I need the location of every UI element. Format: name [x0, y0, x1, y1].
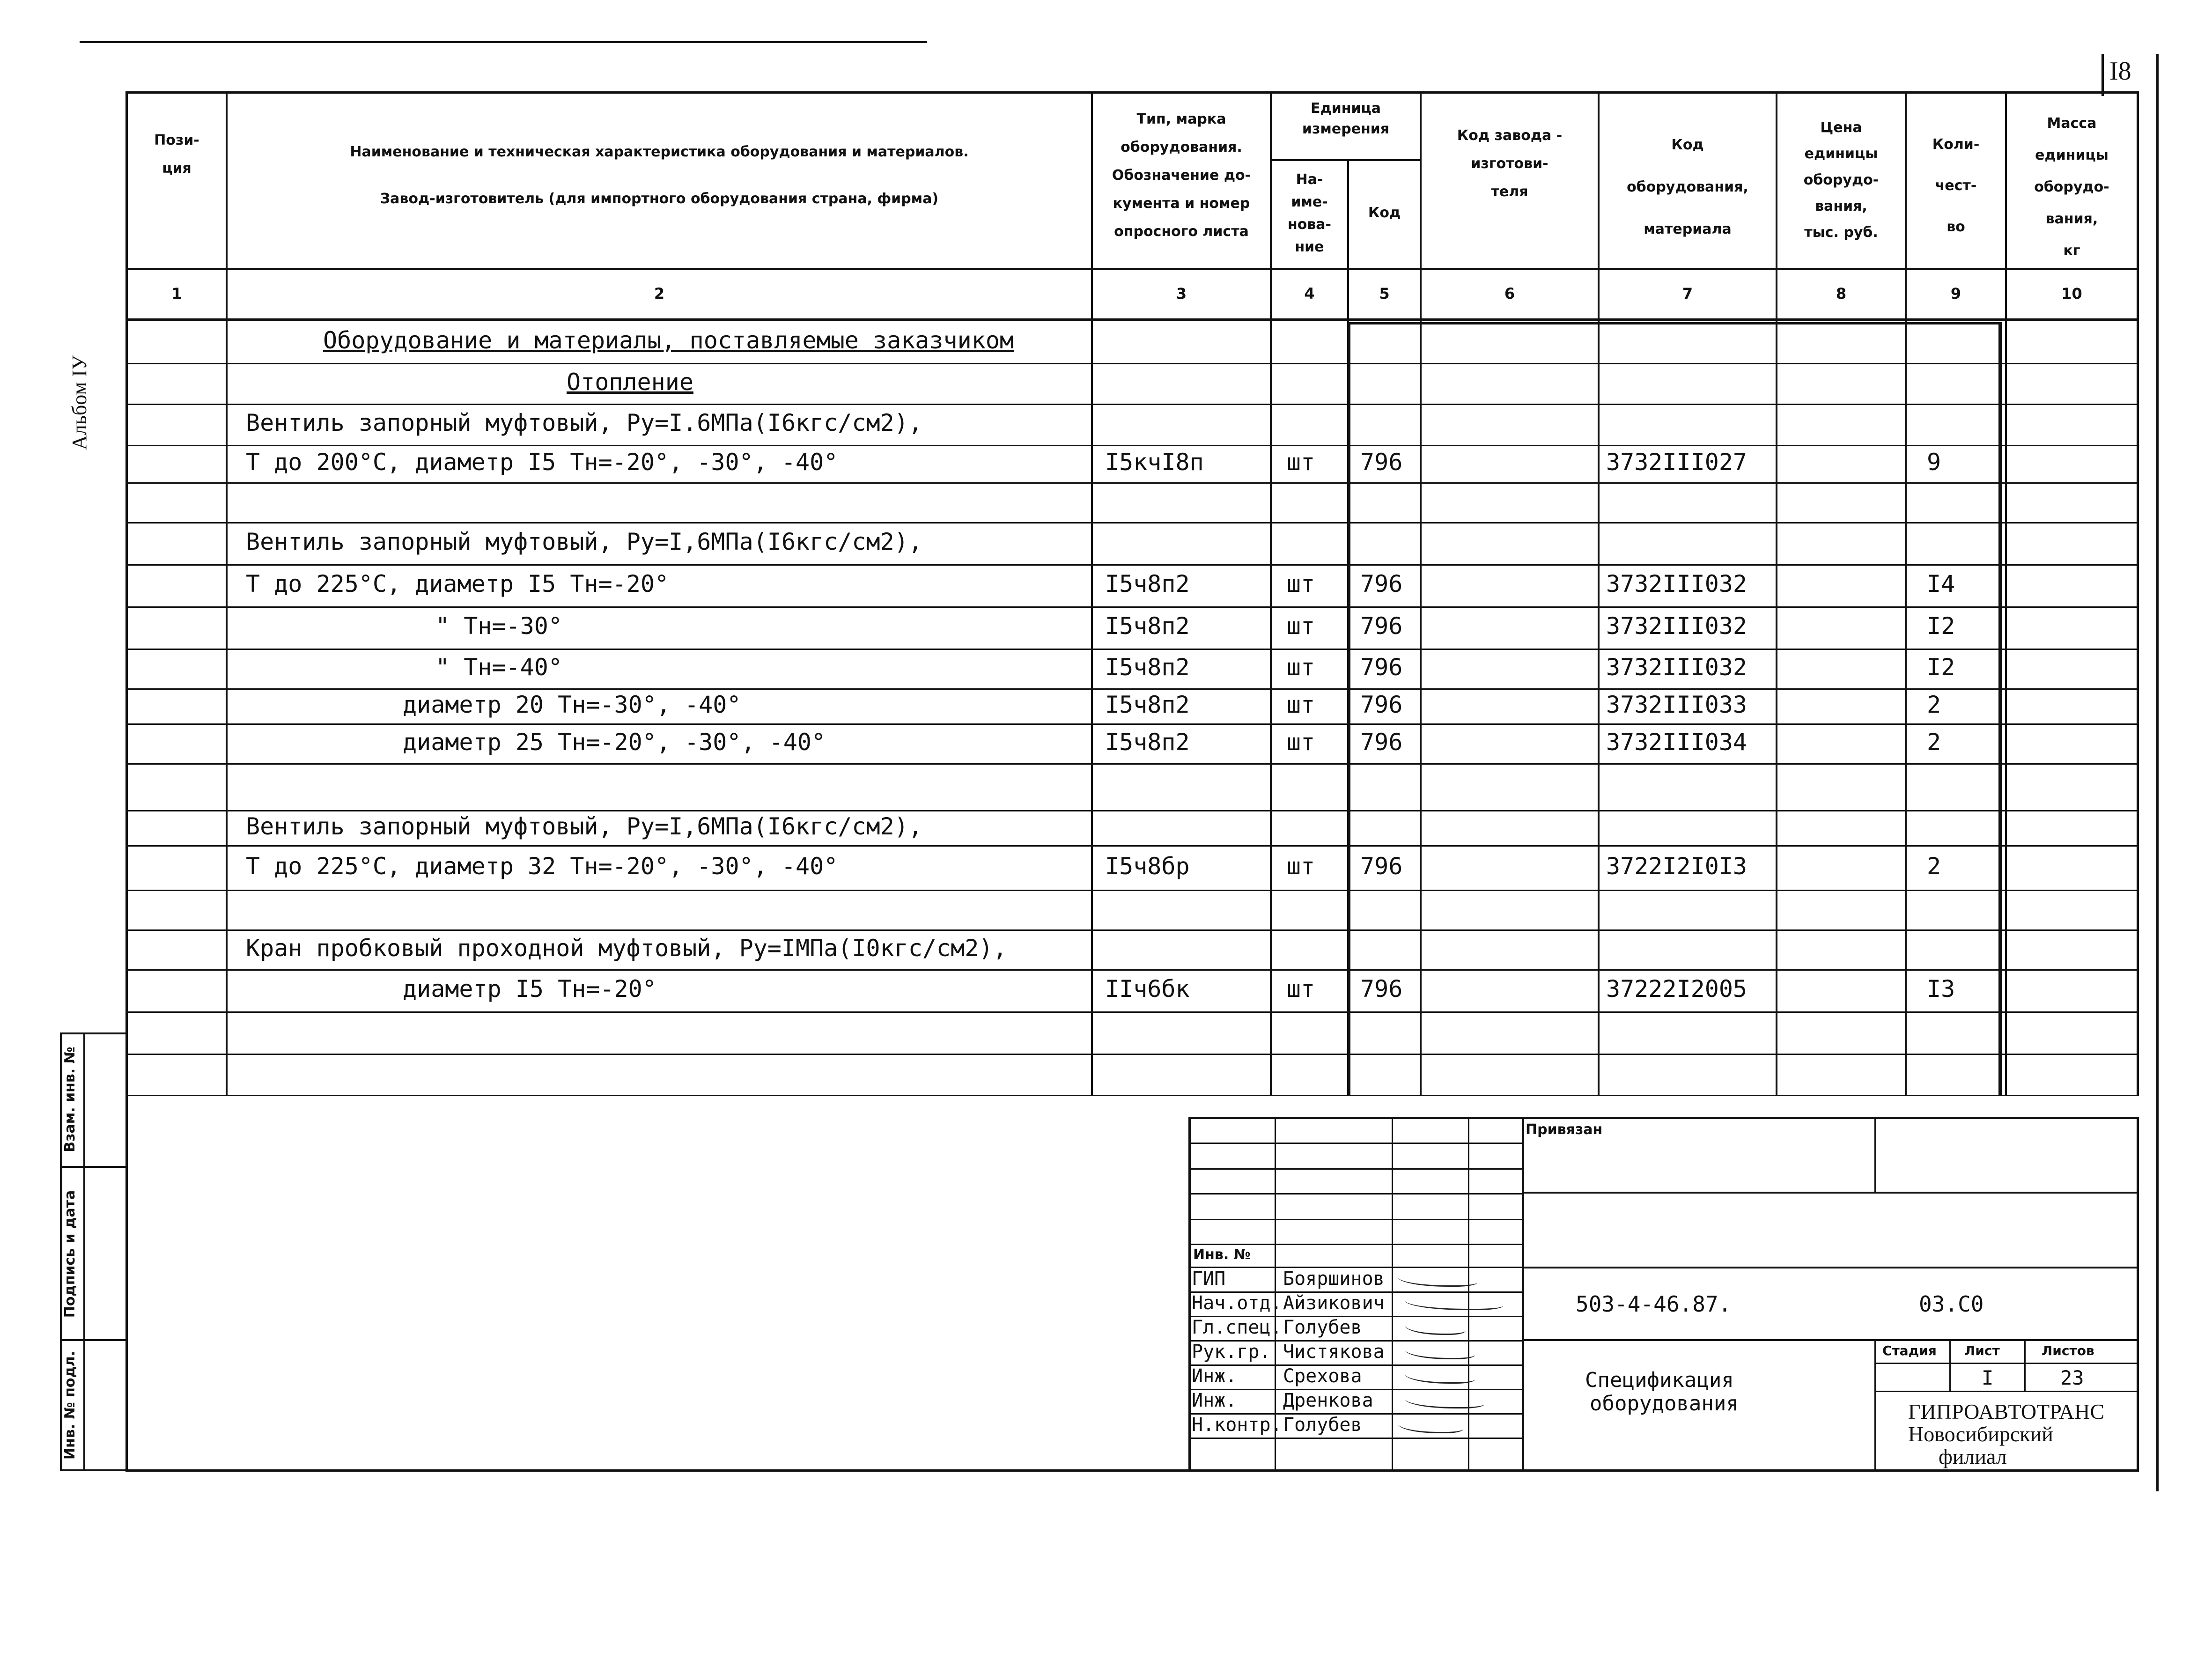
item-description: Оборудование и материалы, поставляемые заказчиком: [323, 327, 1014, 354]
signature-scribble: [1398, 1418, 1463, 1433]
row-divider: [125, 1011, 2139, 1013]
staff-name: Айзикович: [1283, 1292, 1385, 1314]
row-divider: [125, 404, 2139, 405]
row-divider: [125, 522, 2139, 524]
col-2-header-line1: Наименование и техническая характеристика оборудования и материалов.: [350, 144, 969, 160]
item-quantity: 2: [1927, 691, 1941, 718]
row-divider: [125, 606, 2139, 608]
sheet-label: Лист: [1964, 1343, 2000, 1358]
item-quantity: I3: [1927, 975, 1955, 1003]
unit-name: шт: [1287, 728, 1315, 756]
staff-role: Нач.отд.: [1192, 1292, 1282, 1314]
unit-code: 796: [1360, 449, 1403, 476]
signature-scribble: [1405, 1344, 1475, 1359]
staff-name: Чистякова: [1283, 1341, 1385, 1363]
item-description: Отопление: [567, 368, 693, 396]
item-description: диаметр I5 Тн=-20°: [403, 975, 656, 1003]
item-type: I5ч8п2: [1105, 570, 1190, 597]
row-divider: [125, 649, 2139, 650]
org-line3: филиал: [1939, 1445, 2007, 1468]
tb-bottom: [125, 1469, 2139, 1472]
col-1-header: Пози- ция: [154, 132, 199, 177]
col-3-header: Тип, марка оборудования. Обозначение до- кумента и номер опросного листа: [1112, 111, 1251, 240]
item-code: 3732III032: [1606, 653, 1747, 681]
row-divider: [125, 969, 2139, 971]
item-code: 3732III034: [1606, 728, 1747, 756]
doc-title-line1: Спецификация: [1585, 1368, 1734, 1392]
doc-suffix: 03.С0: [1919, 1291, 1984, 1317]
staff-role: Н.контр.: [1192, 1414, 1282, 1436]
row-divider: [125, 890, 2139, 891]
col-7-header: Код оборудования, материала: [1627, 137, 1748, 237]
item-description: диаметр 20 Тн=-30°, -40°: [403, 691, 741, 718]
table-right: [2137, 91, 2139, 1095]
left-stamp-div1: [60, 1166, 128, 1168]
item-description: Т до 225°С, диаметр I5 Тн=-20°: [246, 570, 669, 597]
item-description: " Тн=-40°: [435, 653, 562, 681]
item-description: Вентиль запорный муфтовый, Ру=I,6МПа(I6кгс/см2),: [246, 528, 922, 555]
col-45-header: Единица измерения: [1302, 100, 1390, 137]
tb-stage-v2: [2024, 1339, 2026, 1391]
row-divider: [125, 1054, 2139, 1055]
tb-stage-h1: [1874, 1363, 2139, 1364]
col-5-header: Код: [1368, 205, 1401, 221]
tb-sig-div: [1522, 1117, 1524, 1472]
tb-grid-v2: [1392, 1117, 1393, 1472]
item-code: 37222I2005: [1606, 975, 1747, 1003]
inv-no-label: Инв. №: [1193, 1246, 1251, 1263]
col-2-header-line2: Завод-изготовитель (для импортного оборудования страна, фирма): [380, 191, 939, 207]
body-frame-top: [1347, 322, 2002, 324]
right-edge-line: [2156, 54, 2159, 1491]
unit-name: шт: [1287, 975, 1315, 1003]
row-divider: [125, 482, 2139, 484]
tb-grid-h4: [1188, 1219, 1522, 1220]
table-header-bottom: [125, 268, 2139, 270]
staff-name: Бояршинов: [1283, 1268, 1385, 1290]
org-line2: Новосибирский: [1908, 1422, 2053, 1446]
stamp-inv-original: Инв. № подл.: [62, 1350, 78, 1460]
staff-role: Инж.: [1192, 1365, 1237, 1387]
staff-row-line: [1188, 1438, 1522, 1439]
staff-role: Рук.гр.: [1192, 1341, 1271, 1363]
item-code: 3732III033: [1606, 691, 1747, 718]
column-number: 7: [1682, 285, 1693, 302]
signature-scribble: [1405, 1393, 1484, 1408]
tb-grid-h5: [1188, 1244, 1522, 1245]
item-code: 3732III032: [1606, 570, 1747, 597]
sheets-value: 23: [2060, 1366, 2084, 1389]
item-type: I5ч8п2: [1105, 653, 1190, 681]
stage-label: Стадия: [1882, 1343, 1937, 1358]
item-quantity: I2: [1927, 653, 1955, 681]
tb-grid-v3: [1468, 1117, 1469, 1472]
column-number: 1: [171, 285, 182, 302]
sheet-value: I: [1982, 1366, 1994, 1389]
item-description: Вентиль запорный муфтовый, Ру=I,6МПа(I6кгс/см2),: [246, 812, 922, 840]
tb-right-h1: [1522, 1192, 2139, 1194]
tb-stage-v1: [1949, 1339, 1951, 1391]
unit-code: 796: [1360, 570, 1403, 597]
item-quantity: 2: [1927, 728, 1941, 756]
tb-left: [1188, 1117, 1191, 1472]
row-divider: [125, 929, 2139, 931]
item-description: Т до 200°С, диаметр I5 Тн=-20°, -30°, -40°: [246, 449, 838, 476]
item-quantity: I4: [1927, 570, 1955, 597]
tb-right: [2137, 1117, 2139, 1472]
staff-role: ГИП: [1192, 1268, 1226, 1290]
item-type: I5ч8п2: [1105, 691, 1190, 718]
left-stamp-div2: [60, 1339, 128, 1341]
column-number: 3: [1176, 285, 1187, 302]
row-divider: [125, 688, 2139, 690]
col-4-header: На- име- нова- ние: [1287, 171, 1332, 255]
row-divider: [125, 763, 2139, 765]
staff-role: Инж.: [1192, 1390, 1237, 1411]
row-divider: [125, 845, 2139, 847]
unit-code: 796: [1360, 691, 1403, 718]
tb-grid-h3: [1188, 1193, 1522, 1194]
row-divider: [125, 445, 2139, 446]
item-description: Кран пробковый проходной муфтовый, Ру=IМПа(I0кгс/см2),: [246, 934, 1007, 962]
item-type: I5кчI8п: [1105, 449, 1204, 476]
unit-name: шт: [1287, 852, 1315, 880]
col-6-header: Код завода - изготови- теля: [1457, 127, 1563, 200]
col-8-header: Цена единицы оборудо- вания, тыс. руб.: [1803, 119, 1879, 241]
item-quantity: 2: [1927, 852, 1941, 880]
item-code: 3732III027: [1606, 449, 1747, 476]
sheets-label: Листов: [2042, 1343, 2094, 1358]
row-divider: [125, 363, 2139, 364]
table-num-bottom: [125, 318, 2139, 321]
column-number: 8: [1836, 285, 1847, 302]
signature-scribble: [1405, 1295, 1503, 1310]
signature-scribble: [1398, 1271, 1477, 1287]
item-quantity: 9: [1927, 449, 1941, 476]
sheet-number-border: [2101, 54, 2104, 96]
row-divider: [125, 564, 2139, 566]
unit-code: 796: [1360, 975, 1403, 1003]
tb-org-div: [1874, 1339, 1876, 1472]
tb-stage-h2: [1874, 1391, 2139, 1392]
doc-code: 503-4-46.87.: [1576, 1291, 1732, 1317]
col-9-header: Коли- чест- во: [1932, 136, 1980, 235]
signature-scribble: [1405, 1320, 1466, 1335]
row-divider: [125, 1095, 2139, 1096]
tb-top: [1188, 1117, 2139, 1119]
col-10-header: Масса единицы оборудо- вания, кг: [2034, 115, 2109, 259]
staff-name: Голубев: [1283, 1317, 1362, 1338]
staff-role: Гл.спец.: [1192, 1317, 1282, 1338]
item-type: I5ч8п2: [1105, 612, 1190, 640]
col-div-1: [226, 91, 228, 1095]
tb-privyazan-div: [1874, 1117, 1876, 1192]
unit-split: [1270, 159, 1422, 161]
org-line1: ГИПРОАВТОТРАНС: [1908, 1400, 2105, 1423]
sheet-number: I8: [2109, 57, 2131, 86]
item-description: диаметр 25 Тн=-20°, -30°, -40°: [403, 728, 826, 756]
item-description: Т до 225°С, диаметр 32 Тн=-20°, -30°, -40°: [246, 852, 838, 880]
signature-scribble: [1405, 1368, 1475, 1384]
left-stamp-bottom: [60, 1469, 128, 1471]
body-frame-left: [1347, 323, 1350, 1095]
staff-name: Дренкова: [1283, 1390, 1373, 1411]
item-type: I5ч8бр: [1105, 852, 1190, 880]
top-decor-line: [80, 41, 927, 43]
unit-code: 796: [1360, 612, 1403, 640]
unit-name: шт: [1287, 449, 1315, 476]
album-label: Альбом IУ: [68, 355, 91, 450]
unit-name: шт: [1287, 691, 1315, 718]
column-number: 6: [1504, 285, 1515, 302]
column-number: 10: [2061, 285, 2082, 302]
staff-name: Голубев: [1283, 1414, 1362, 1436]
body-frame-right: [1998, 323, 2002, 1095]
unit-code: 796: [1360, 852, 1403, 880]
table-top: [125, 91, 2139, 94]
stamp-replace-inv: Взам. инв. №: [62, 1047, 78, 1152]
left-stamp-top: [60, 1032, 128, 1034]
doc-title-line2: оборудования: [1590, 1392, 1739, 1416]
column-number: 2: [654, 285, 665, 302]
unit-name: шт: [1287, 570, 1315, 597]
stamp-sign-date: Подпись и дата: [62, 1190, 78, 1318]
item-quantity: I2: [1927, 612, 1955, 640]
unit-name: шт: [1287, 612, 1315, 640]
unit-code: 796: [1360, 653, 1403, 681]
privyazan-label: Привязан: [1526, 1121, 1603, 1138]
column-number: 5: [1379, 285, 1390, 302]
tb-right-h3: [1522, 1339, 2139, 1341]
item-description: Вентиль запорный муфтовый, Ру=I.6МПа(I6кгс/см2),: [246, 409, 922, 436]
row-divider: [125, 723, 2139, 725]
left-stamp-inner: [83, 1032, 85, 1470]
tb-right-h2: [1522, 1267, 2139, 1268]
unit-name: шт: [1287, 653, 1315, 681]
column-number: 9: [1950, 285, 1961, 302]
item-type: I5ч8п2: [1105, 728, 1190, 756]
unit-code: 796: [1360, 728, 1403, 756]
staff-name: Срехова: [1283, 1365, 1362, 1387]
item-type: IIч6бк: [1105, 975, 1190, 1003]
tb-grid-h2: [1188, 1168, 1522, 1170]
item-code: 3732III032: [1606, 612, 1747, 640]
item-code: 3722I2I0I3: [1606, 852, 1747, 880]
col-div-5: [1420, 91, 1422, 1095]
item-description: " Тн=-30°: [435, 612, 562, 640]
column-number: 4: [1304, 285, 1315, 302]
row-divider: [125, 810, 2139, 811]
tb-grid-h1: [1188, 1143, 1522, 1144]
